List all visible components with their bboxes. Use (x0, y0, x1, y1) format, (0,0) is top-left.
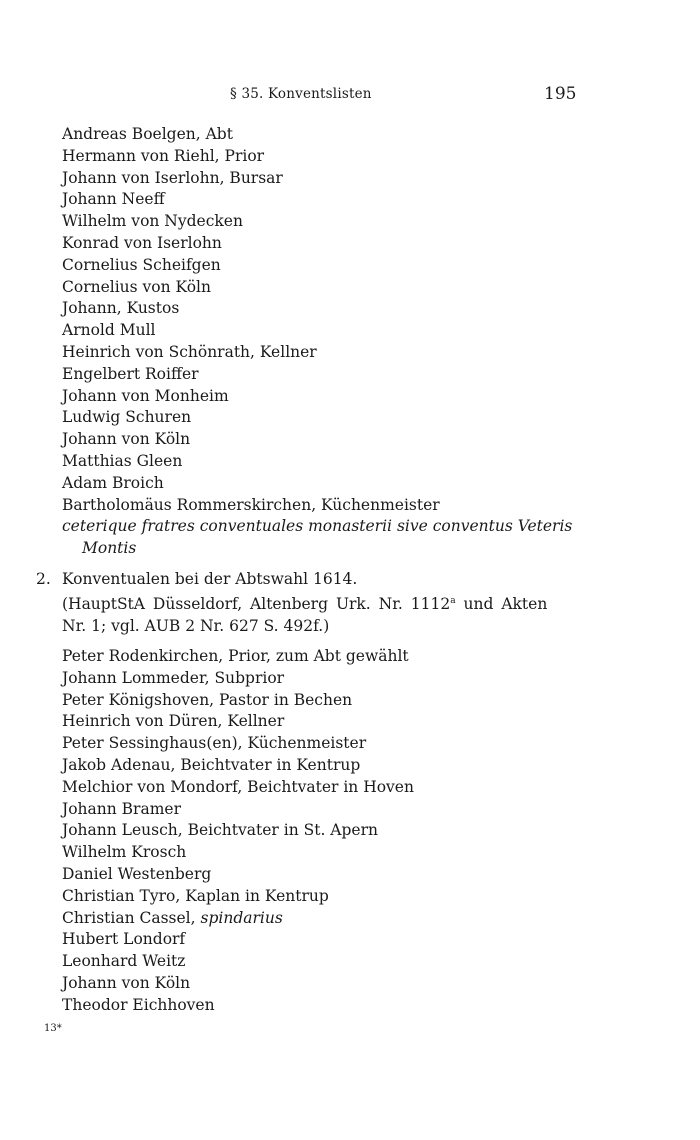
source-superscript: a (450, 595, 456, 606)
list-item: Adam Broich (62, 473, 164, 492)
list-item: Ludwig Schuren (62, 408, 192, 427)
page-header (0, 84, 700, 106)
list-item: Daniel Westenberg (62, 864, 212, 883)
convent-list-1 (62, 124, 602, 560)
list-item: Leonhard Weitz (62, 952, 186, 971)
page-number: 195 (544, 84, 577, 104)
closing-formula-line-2: Montis (82, 539, 137, 558)
list-item: Peter Sessinghaus(en), Küchenmeister (62, 734, 367, 753)
list-item: Johann von Köln (62, 973, 191, 992)
list-item: Bartholomäus Rommerskirchen, Küchenmeister (62, 495, 440, 514)
list-item: Cornelius von Köln (62, 277, 211, 296)
list-item: Andreas Boelgen, Abt (62, 125, 233, 143)
signature-mark: 13* (44, 1023, 62, 1034)
list-item (62, 908, 602, 930)
section-heading (36, 569, 596, 591)
list-item: Johann von Iserlohn, Bursar (62, 168, 283, 187)
running-title: § 35. Konventslisten (230, 86, 372, 102)
section-number: 2. (36, 570, 51, 588)
list-item: Heinrich von Schönrath, Kellner (62, 342, 317, 361)
list-item: Johann von Köln (62, 430, 191, 449)
list-item: Johann Leusch, Beichtvater in St. Apern (62, 821, 378, 840)
list-item: Theodor Eichhoven (62, 995, 215, 1014)
list-item: Matthias Gleen (62, 451, 183, 470)
list-item: Cornelius Scheifgen (62, 255, 221, 274)
convent-list-2 (62, 646, 602, 1017)
list-item: Hubert Londorf (62, 930, 186, 949)
source-line-1-post: und Akten (455, 594, 548, 613)
list-item: Johann Neeff (62, 190, 165, 209)
list-item: Konrad von Iserlohn (62, 233, 222, 252)
list-item: Melchior von Mondorf, Beichtvater in Hoven (62, 777, 414, 796)
closing-formula (62, 516, 602, 560)
list-item: Johann von Monheim (62, 386, 229, 405)
source-line-1 (62, 591, 596, 616)
list-item: Heinrich von Düren, Kellner (62, 712, 285, 731)
section-2 (36, 569, 596, 638)
list-item: Johann Bramer (62, 799, 181, 818)
list-item: Johann, Kustos (62, 299, 180, 318)
closing-formula-line-1: ceterique fratres conventuales monasterii sive conventus Veteris (62, 517, 573, 536)
list-item: Wilhelm von Nydecken (62, 212, 243, 231)
list-item: Wilhelm Krosch (62, 843, 187, 862)
list-item: Jakob Adenau, Beichtvater in Kentrup (62, 755, 361, 774)
source-line-1-pre: (HauptStA Düsseldorf, Altenberg Urk. Nr. 1112 (62, 594, 451, 613)
list-item: Hermann von Riehl, Prior (62, 146, 265, 165)
list-item: Peter Königshoven, Pastor in Bechen (62, 690, 353, 709)
list-item: Arnold Mull (62, 321, 156, 340)
list-item: Peter Rodenkirchen, Prior, zum Abt gewählt (62, 647, 409, 665)
section-title: Konventualen bei der Abtswahl 1614. (62, 570, 358, 588)
list-item: Johann Lommeder, Subprior (62, 668, 285, 687)
source-reference (62, 591, 596, 638)
list-item-name: Christian Cassel, (62, 908, 201, 927)
source-line-2: Nr. 1; vgl. AUB 2 Nr. 627 S. 492f.) (62, 616, 330, 635)
list-item: Christian Tyro, Kaplan in Kentrup (62, 886, 329, 905)
list-item-role: spindarius (200, 908, 283, 927)
list-item: Engelbert Roiffer (62, 364, 199, 383)
